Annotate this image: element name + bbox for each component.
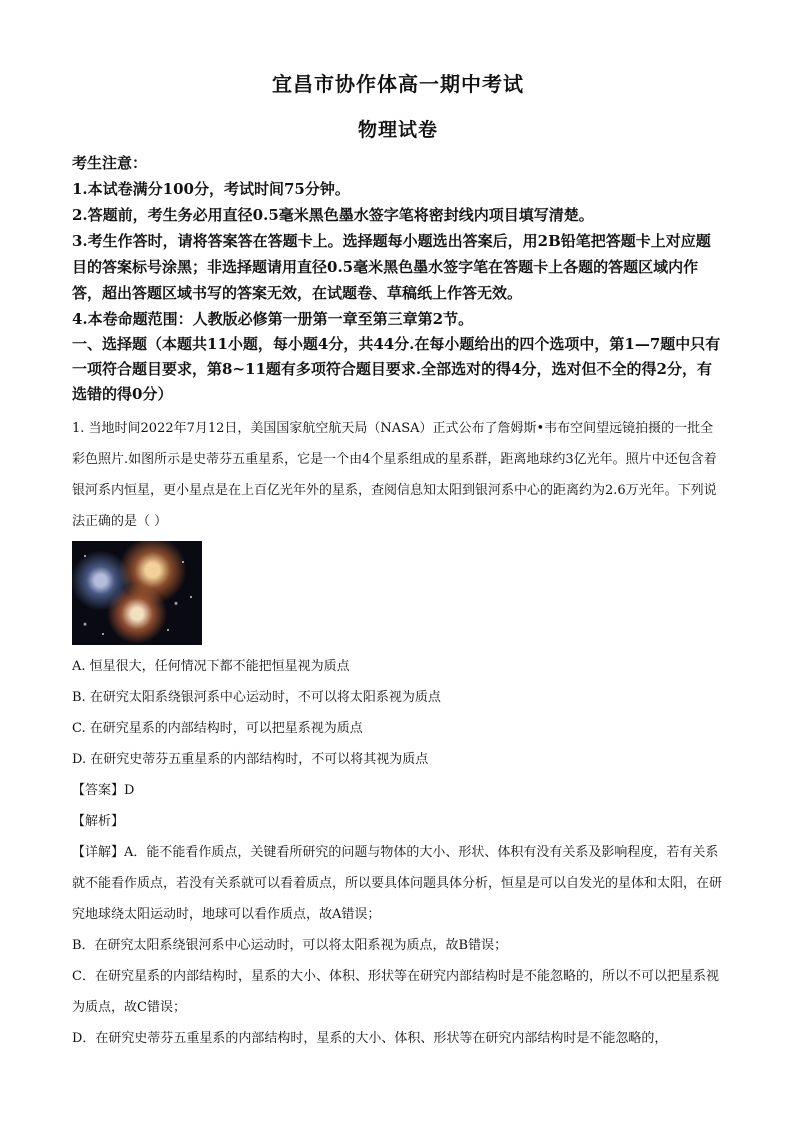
page-title: 宜昌市协作体高一期中考试 bbox=[272, 72, 524, 96]
notice-block bbox=[72, 150, 724, 332]
page-subtitle: 物理试卷 bbox=[357, 119, 438, 141]
option-d: D. 在研究史蒂芬五重星系的内部结构时，不可以将其视为质点 bbox=[72, 752, 429, 767]
analysis-paragraph: C．在研究星系的内部结构时，星系的大小、体积、形状等在研究内部结构时是不能忽略的，所以不可以把星系视为质点，故C错误； bbox=[72, 969, 719, 1015]
section-heading: 一、选择题（本题共11小题，每小题4分，共44分.在每小题给出的四个选项中，第1—7题中只有一项符合题目要求，第8~11题有多项符合题目要求.全部选对的得4分，选对但不全的得2分，有选错的得0分） bbox=[72, 335, 721, 403]
analysis-paragraph: B．在研究太阳系绕银河系中心运动时，可以将太阳系视为质点，故B错误； bbox=[72, 938, 508, 953]
notice-item: 2.答题前，考生务必用直径0.5毫米黑色墨水签字笔将密封线内项目填写清楚。 bbox=[72, 206, 594, 224]
star-dot bbox=[182, 561, 184, 563]
question-1 bbox=[72, 413, 724, 1054]
option-a: A. 恒星很大，任何情况下都不能把恒星视为质点 bbox=[72, 659, 350, 674]
galaxy-photo bbox=[72, 541, 202, 645]
exam-page bbox=[72, 68, 724, 1054]
star-dot bbox=[167, 629, 169, 631]
star-dot bbox=[84, 555, 86, 557]
analysis-tag: 【解析】 bbox=[72, 814, 125, 829]
answer-line: 【答案】D bbox=[72, 783, 135, 798]
notice-item: 4.本卷命题范围：人教版必修第一册第一章至第三章第2节。 bbox=[72, 310, 474, 328]
star-dot bbox=[102, 633, 104, 635]
analysis-paragraph: 【详解】A．能不能看作质点，关键看所研究的问题与物体的大小、形状、体积有没有关系及影响程度，若有关系就不能看作质点，若没有关系就可以看着质点，所以要具体问题具体分析，恒星是可以自发光的星体和太阳，在研究地球绕太阳运动时，地球可以看作质点，故A错误； bbox=[72, 845, 723, 922]
analysis-paragraph: D．在研究史蒂芬五重星系的内部结构时，星系的大小、体积、形状等在研究内部结构时是不能忽略的， bbox=[72, 1031, 668, 1046]
question-stem: 1. 当地时间2022年7月12日，美国国家航空航天局（NASA）正式公布了詹姆斯•韦布空间望远镜拍摄的一批全彩色照片.如图所示是史蒂芬五重星系，它是一个由4个星系组成的星系群，距离地球约3亿光年。照片中还包含着银河系内恒星，更小星点是在上百亿光年外的星系，查阅信息知太阳到银河系中心的距离约为2.6万光年。下列说法正确的是（ ） bbox=[72, 421, 717, 529]
notice-item: 3.考生作答时，请将答案答在答题卡上。选择题每小题选出答案后，用2B铅笔把答题卡上对应题目的答案标号涂黑；非选择题请用直径0.5毫米黑色墨水签字笔在答题卡上各题的答题区域内作答，超出答题区域书写的答案无效，在试题卷、草稿纸上作答无效。 bbox=[72, 232, 711, 302]
option-b: B. 在研究太阳系绕银河系中心运动时，不可以将太阳系视为质点 bbox=[72, 690, 441, 705]
option-c: C. 在研究星系的内部结构时，可以把星系视为质点 bbox=[72, 721, 363, 736]
notice-heading: 考生注意： bbox=[72, 154, 148, 172]
notice-item: 1.本试卷满分100分，考试时间75分钟。 bbox=[72, 180, 350, 198]
star-dot bbox=[190, 596, 192, 598]
